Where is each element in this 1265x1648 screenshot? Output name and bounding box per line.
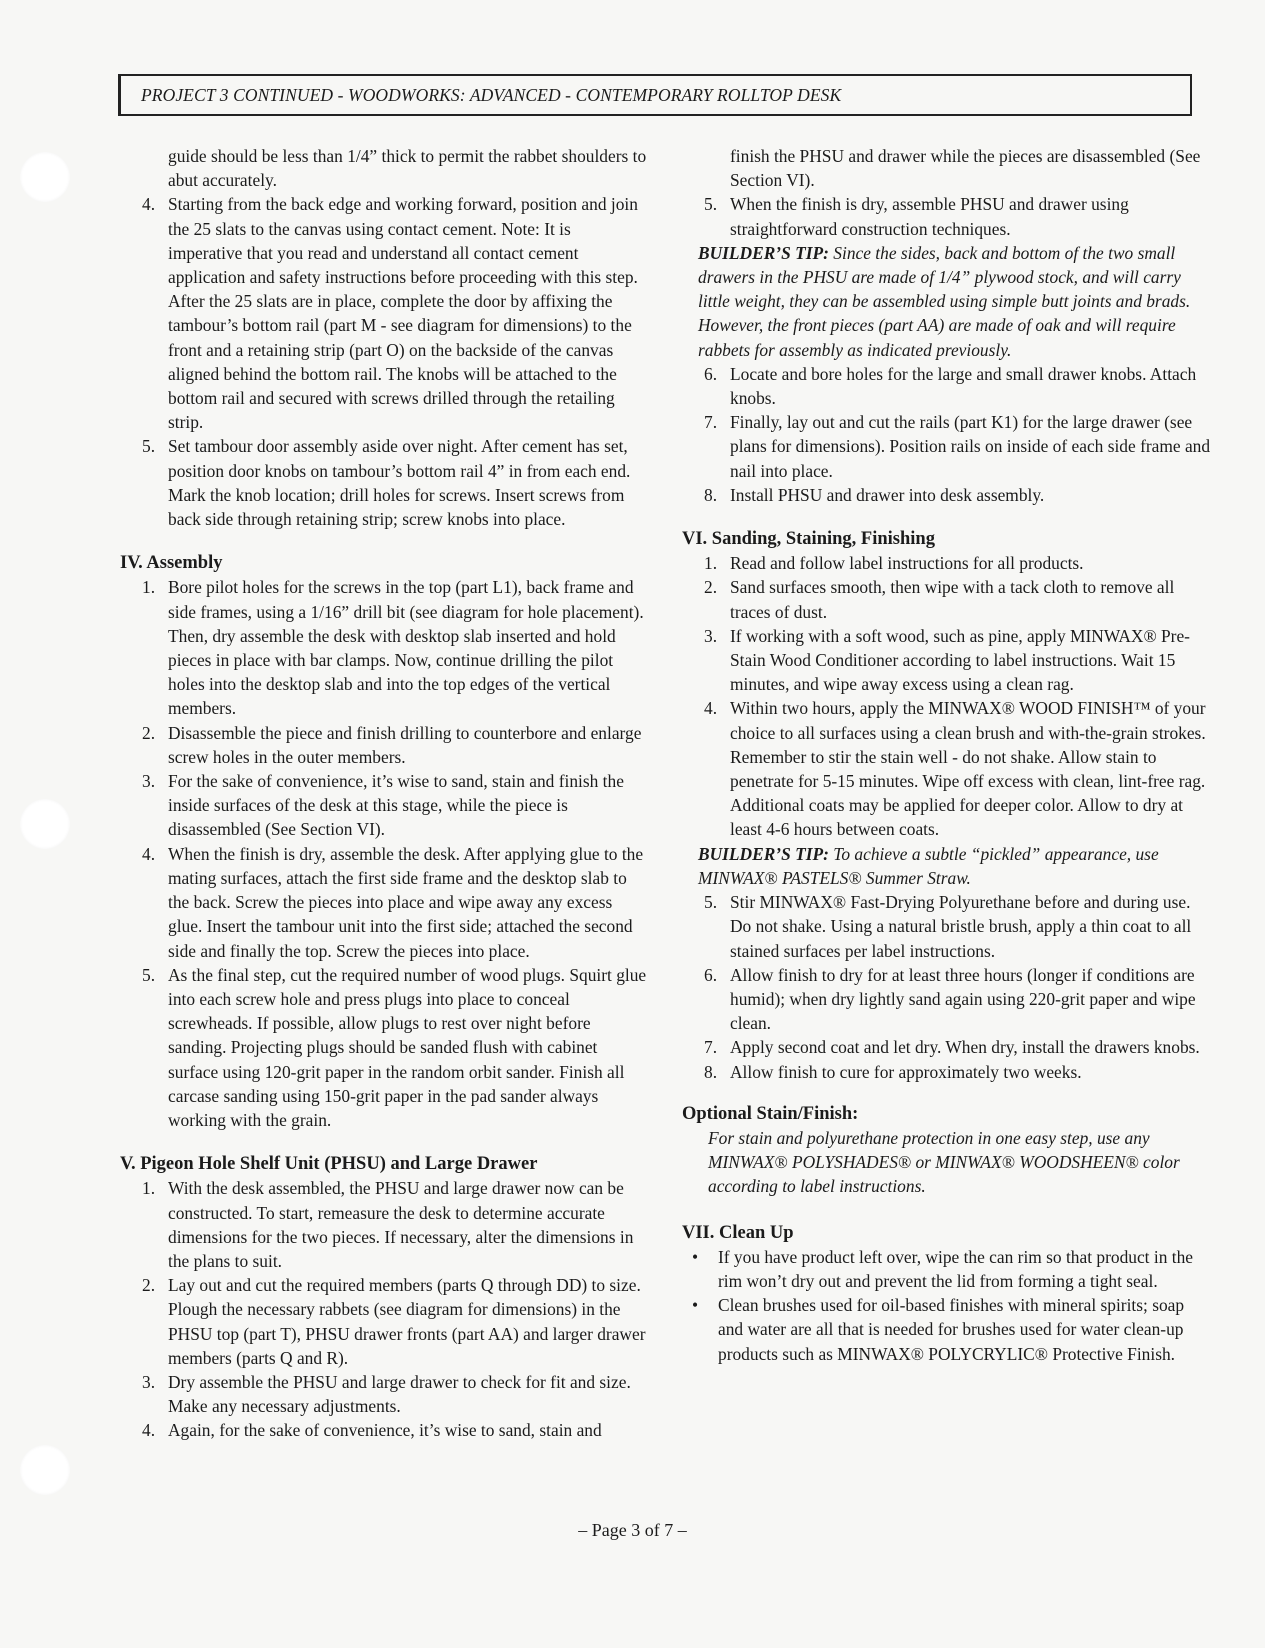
item-number: 1. — [142, 1178, 156, 1199]
list-item — [120, 1418, 648, 1442]
continued-text: guide should be less than 1/4” thick to permit the rabbet shoulders to abut accurately. — [168, 146, 647, 191]
list-section-5b — [682, 192, 1212, 240]
bullet-text: If you have product left over, wipe the can rim so that product in the rim won’t dry out and prevent the lid from forming a tight seal. — [718, 1246, 1193, 1291]
list-item — [120, 842, 648, 963]
item-text: Disassemble the piece and finish drilling to counterbore and enlarge screw holes in the outer members. — [168, 722, 642, 767]
list-item — [120, 192, 648, 434]
item-text: Finally, lay out and cut the rails (part K1) for the large drawer (see plans for dimensions). Position rails on inside of each side frame and nail into place. — [730, 412, 1211, 481]
item-text: Lay out and cut the required members (parts Q through DD) to size. Plough the necessary rabbets (see diagram for dimensions) in the PHSU top (part T), PHSU drawer fronts (part AA) and larger drawer members (parts Q and R). — [168, 1275, 646, 1368]
list-item — [682, 192, 1212, 240]
item-number: 4. — [142, 843, 156, 864]
list-item — [682, 624, 1212, 697]
item-number: 4. — [704, 698, 718, 719]
item-text: Within two hours, apply the MINWAX® WOOD FINISH™ of your choice to all surfaces using a clean brush and with-the-grain strokes. Remember to stir the stain well - do not shake. Allow stain to penetrate for 5-15 minutes. Wipe off excess with clean, lint-free rag. Additional coats may be applied for deeper color. Allow to dry at least 4-6 hours between coats. — [730, 698, 1206, 840]
list-item — [682, 410, 1212, 483]
item-number: 2. — [142, 722, 156, 743]
page-header: PROJECT 3 CONTINUED - WOODWORKS: ADVANCED - CONTEMPORARY ROLLTOP DESK — [118, 74, 1192, 116]
list-item — [682, 1245, 1212, 1293]
item-text: Bore pilot holes for the screws in the top (part L1), back frame and side frames, using a 1/16” drill bit (see diagram for hole placement). Then, dry assemble the desk with desktop slab inserted and hold pieces in place with bar clamps. Now, continue drilling the pilot holes into the desktop slab and into the top edges of the vertical members. — [168, 577, 644, 719]
item-text: Allow finish to cure for approximately two weeks. — [730, 1061, 1082, 1082]
item-number: 3. — [142, 771, 156, 792]
list-item — [682, 483, 1212, 507]
item-number: 5. — [142, 964, 156, 985]
section-heading-finishing: VI. Sanding, Staining, Finishing — [682, 529, 935, 550]
item-text: Install PHSU and drawer into desk assembly. — [730, 484, 1045, 505]
item-number: 8. — [704, 484, 718, 505]
list-item — [120, 721, 648, 769]
continued-text: finish the PHSU and drawer while the pieces are disassembled (See Section VI). — [730, 146, 1201, 191]
item-number: 5. — [704, 892, 718, 913]
item-text: Again, for the sake of convenience, it’s wise to sand, stain and — [168, 1420, 602, 1441]
list-item — [682, 1060, 1212, 1084]
item-number: 1. — [142, 577, 156, 598]
item-number: 6. — [704, 363, 718, 384]
left-column — [120, 144, 648, 1443]
item-text: Allow finish to dry for at least three hours (longer if conditions are humid); when dry lightly sand again using 220-grit paper and wipe clean. — [730, 964, 1196, 1034]
optional-text: For stain and polyurethane protection in one easy step, use any MINWAX® POLYSHADES® or MINWAX® WOODSHEEN® color according to label instructions. — [708, 1127, 1180, 1197]
item-text: When the finish is dry, assemble PHSU and drawer using straightforward construction techniques. — [730, 194, 1129, 239]
item-number: 8. — [704, 1061, 718, 1082]
item-number: 4. — [142, 194, 156, 215]
bullet-text: Clean brushes used for oil-based finishes with mineral spirits; soap and water are all that is needed for brushes used for water clean-up products such as MINWAX® POLYCRYLIC® Protective Finish. — [718, 1295, 1185, 1364]
item-text: If working with a soft wood, such as pine, apply MINWAX® Pre-Stain Wood Conditioner according to label instructions. Wait 15 minutes, and wipe away excess using a clean rag. — [730, 625, 1190, 695]
item-number: 6. — [704, 964, 718, 985]
list-item — [682, 575, 1212, 623]
item-number: 2. — [142, 1275, 156, 1296]
list-item — [120, 963, 648, 1132]
list-item — [120, 1273, 648, 1370]
item-text: Read and follow label instructions for all products. — [730, 553, 1084, 574]
section-heading-phsu: V. Pigeon Hole Shelf Unit (PHSU) and Large Drawer — [120, 1154, 538, 1175]
item-number: 4. — [142, 1420, 156, 1441]
punch-hole-top — [20, 152, 70, 202]
list-section-6b — [682, 890, 1212, 1084]
item-text: Starting from the back edge and working forward, position and join the 25 slats to the canvas using contact cement. Note: It is imperative that you read and understand all contact cement application and safety instructions before proceeding with this step. After the 25 slats are in place, complete the door by affixing the tambour’s bottom rail (part M - see diagram for dimensions) to the front and a retaining strip (part O) on the backside of the canvas aligned behind the bottom rail. The knobs will be attached to the bottom rail and secured with screws drilled through the retailing strip. — [168, 194, 638, 433]
page-footer: – Page 3 of 7 – — [578, 1520, 687, 1540]
item-text: Stir MINWAX® Fast-Drying Polyurethane before and during use. Do not shake. Using a natural bristle brush, apply a thin coat to all stained surfaces per label instructions. — [730, 892, 1192, 961]
list-item — [682, 696, 1212, 841]
list-section-5 — [120, 1176, 648, 1442]
item-number: 3. — [142, 1371, 156, 1392]
item-text: Dry assemble the PHSU and large drawer to check for fit and size. Make any necessary adjustments. — [168, 1371, 631, 1417]
list-section-4 — [120, 575, 648, 1132]
item-text: For the sake of convenience, it’s wise to sand, stain and finish the inside surfaces of the desk at this stage, while the piece is disassembled (See Section VI). — [168, 771, 624, 840]
section-heading-assembly: IV. Assembly — [120, 553, 223, 574]
tip-text: Since the sides, back and bottom of the two small drawers in the PHSU are made of 1/4” plywood stock, and will carry little weight, they can be assembled using simple butt joints and brads. However, the front pieces (part AA) are made of oak and will require rabbets for assembly as indicated previously. — [698, 242, 1191, 360]
list-section-3 — [120, 192, 648, 531]
tip-text: To achieve a subtle “pickled” appearance, use MINWAX® PASTELS® Summer Straw. — [698, 843, 1159, 888]
right-column — [682, 144, 1212, 1366]
list-item — [120, 434, 648, 531]
list-item — [682, 362, 1212, 410]
optional-heading: Optional Stain/Finish: — [682, 1103, 859, 1124]
item-text: Set tambour door assembly aside over night. After cement has set, position door knobs on tambour’s bottom rail 4” in from each end. Mark the knob location; drill holes for screws. Insert screws from back side through retaining strip; screw knobs into place. — [168, 436, 631, 530]
tip-label: BUILDER’S TIP: — [698, 242, 829, 263]
section-heading-cleanup: VII. Clean Up — [682, 1222, 794, 1243]
item-number: 5. — [142, 436, 156, 457]
list-item — [682, 963, 1212, 1036]
item-number: 5. — [704, 194, 718, 215]
builders-tip — [682, 241, 1212, 362]
item-text: Sand surfaces smooth, then wipe with a tack cloth to remove all traces of dust. — [730, 577, 1175, 622]
item-number: 3. — [704, 625, 718, 646]
list-item — [682, 890, 1212, 963]
tip-label: BUILDER’S TIP: — [698, 843, 829, 864]
punch-hole-middle — [20, 799, 70, 849]
bullet-list — [682, 1245, 1212, 1366]
item-text: With the desk assembled, the PHSU and large drawer now can be constructed. To start, remeasure the desk to determine accurate dimensions for the two pieces. If necessary, alter the dimensions in the plans to suit. — [168, 1178, 634, 1271]
builders-tip — [682, 842, 1212, 890]
item-text: Locate and bore holes for the large and small drawer knobs. Attach knobs. — [730, 363, 1197, 409]
list-item — [682, 1035, 1212, 1059]
list-item — [682, 551, 1212, 575]
punch-hole-bottom — [20, 1445, 70, 1495]
item-number: 7. — [704, 412, 718, 433]
item-text: When the finish is dry, assemble the desk. After applying glue to the mating surfaces, attach the first side frame and the desktop slab to the back. Screw the pieces into place and wipe away any excess glue. Insert the tambour unit into the first side; attached the second side and finally the top. Screw the pieces into place. — [168, 843, 644, 961]
list-section-5c — [682, 362, 1212, 507]
item-number: 1. — [704, 553, 718, 574]
item-text: As the final step, cut the required number of wood plugs. Squirt glue into each screw hole and press plugs into place to conceal screwheads. If possible, allow plugs to rest over night before sanding. Projecting plugs should be sanded flush with cabinet surface using 120-grit paper in the random orbit sander. Finish all carcase sanding using 150-grit paper in the pad sander always working with the grain. — [168, 964, 647, 1130]
list-item — [682, 1293, 1212, 1366]
item-number: 7. — [704, 1037, 718, 1058]
list-item — [120, 1370, 648, 1418]
bullet-icon: • — [692, 1295, 699, 1316]
list-item — [120, 1176, 648, 1273]
list-item — [120, 575, 648, 720]
bullet-icon: • — [692, 1246, 699, 1267]
list-section-6a — [682, 551, 1212, 841]
item-text: Apply second coat and let dry. When dry, install the drawers knobs. — [730, 1037, 1200, 1058]
list-item — [120, 769, 648, 842]
item-number: 2. — [704, 577, 718, 598]
